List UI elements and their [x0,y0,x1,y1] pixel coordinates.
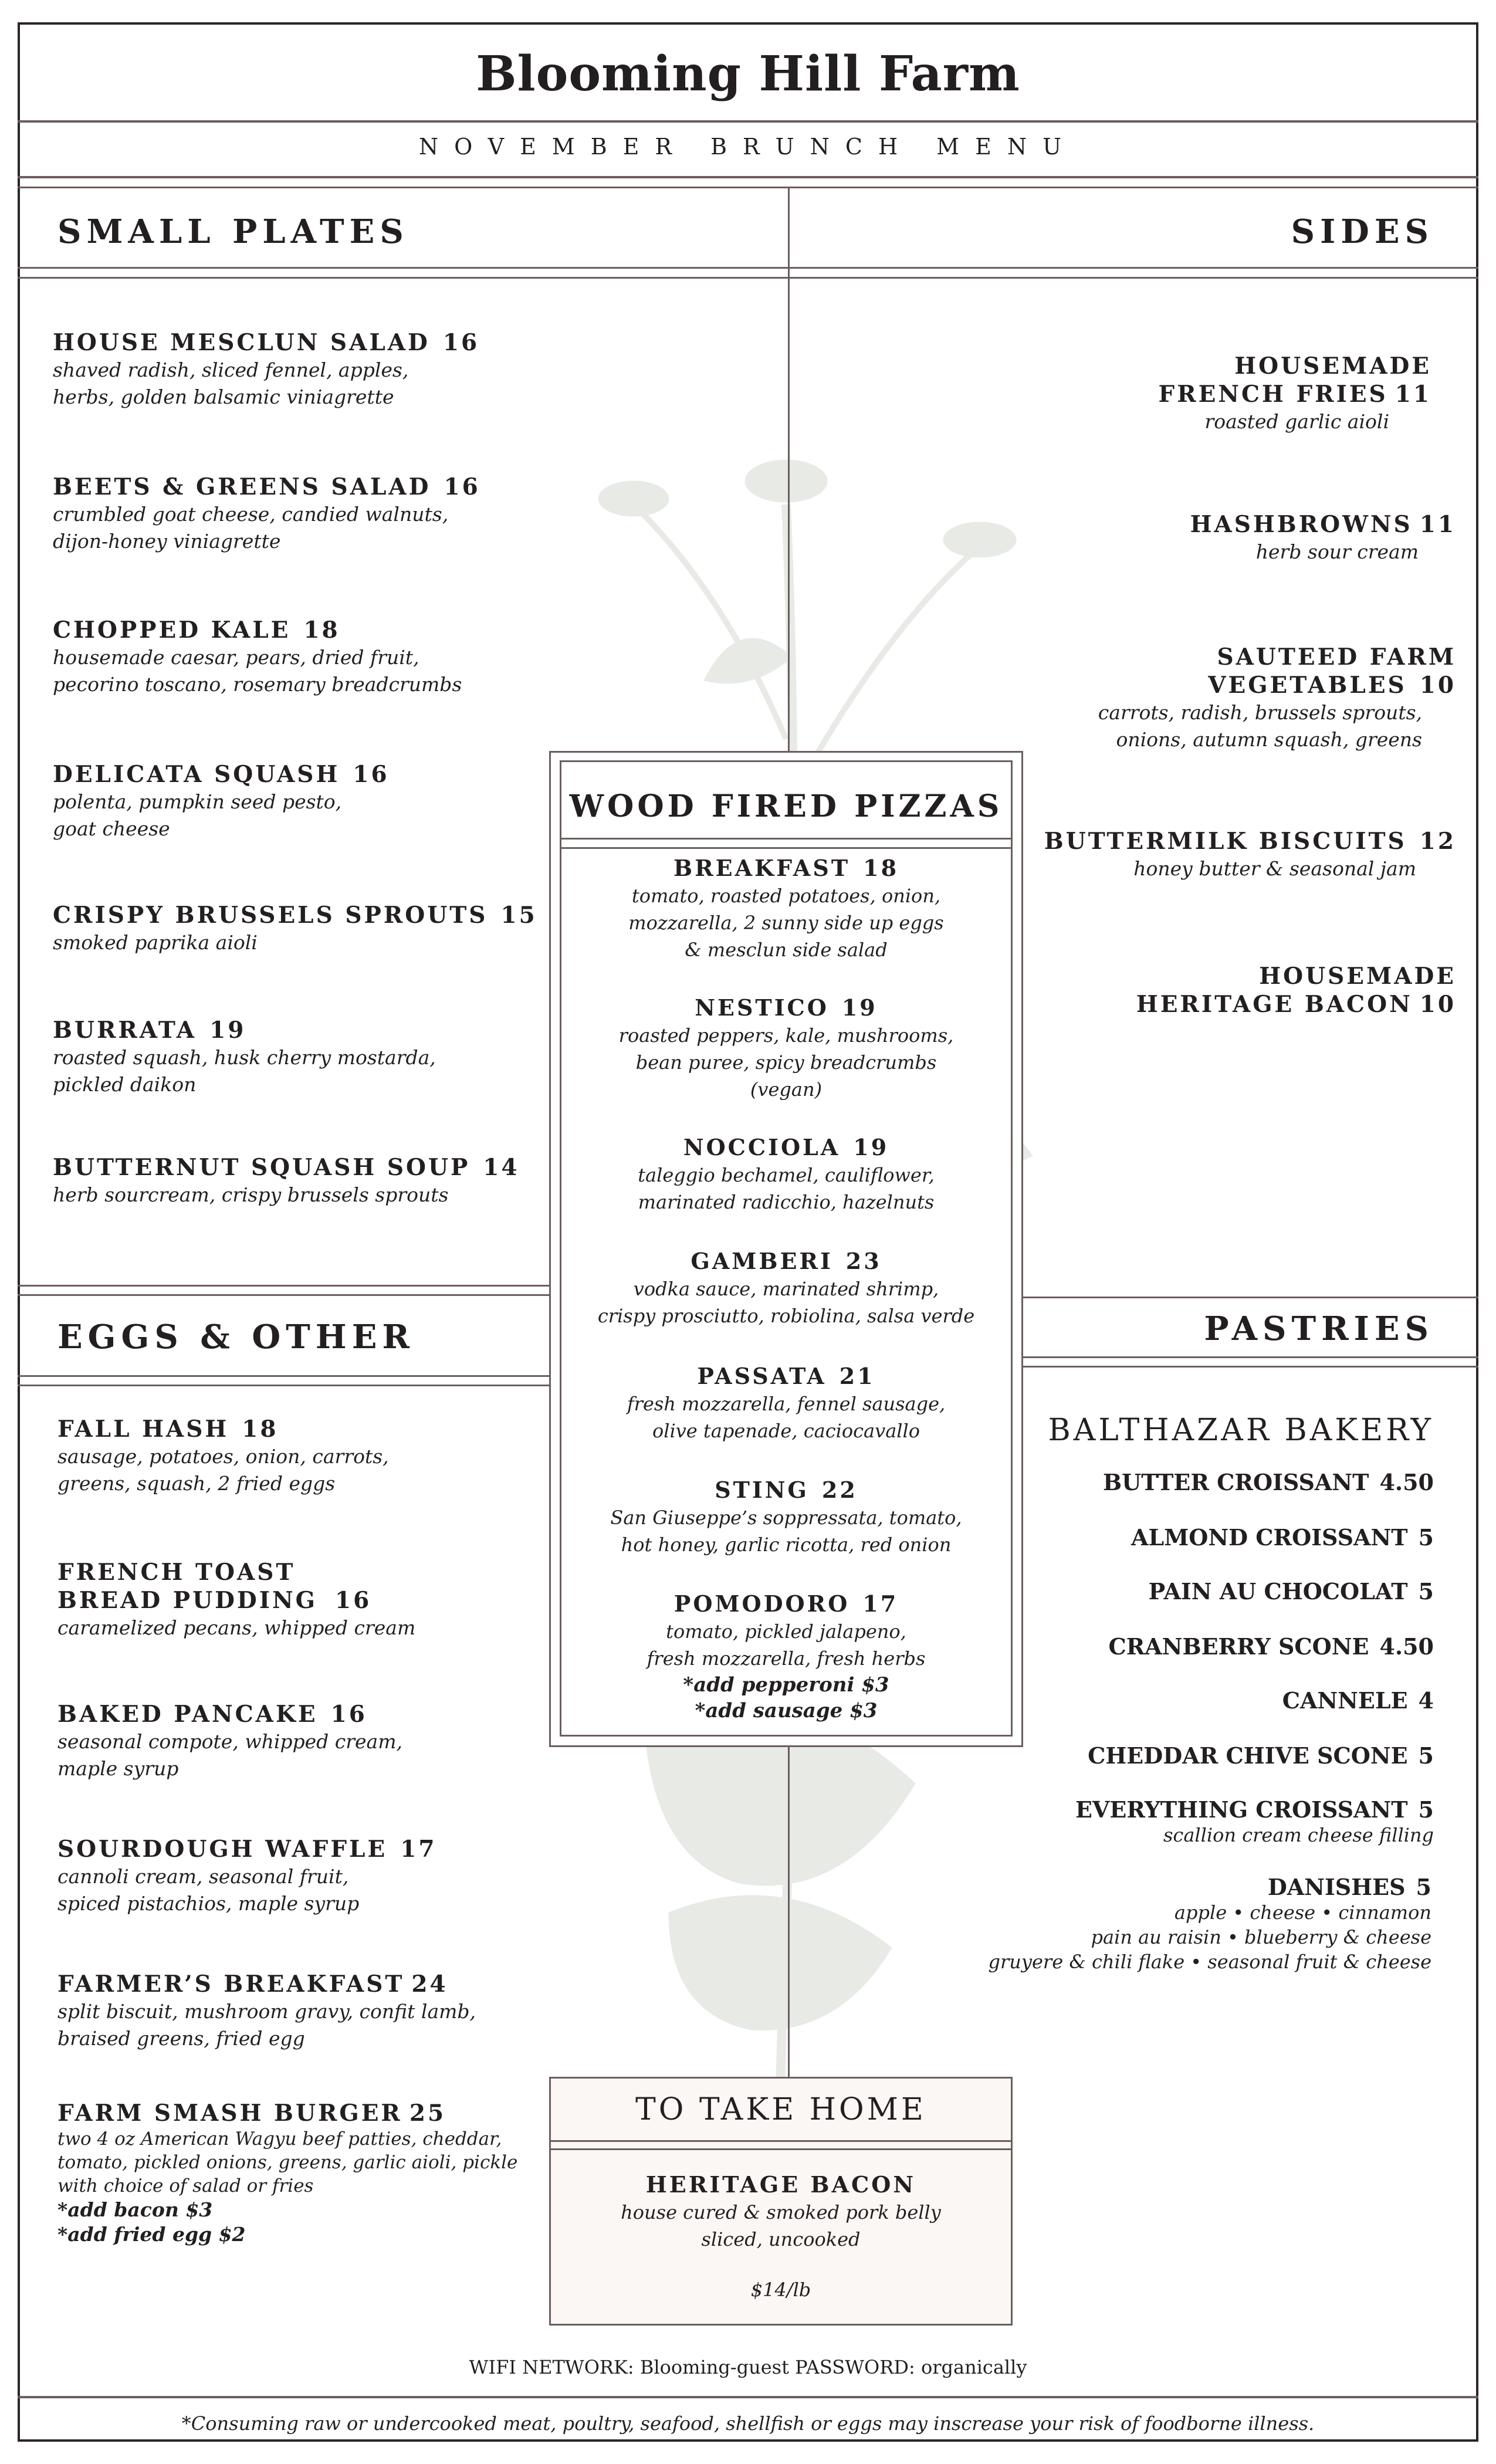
item-price: 24 [411,1971,448,1998]
item-name: BUTTERNUT SQUASH SOUP [53,1154,471,1181]
item-price: 10 [1419,991,1456,1018]
center-divider-top [788,188,790,752]
side-item [928,643,1456,753]
item-price: 18 [863,855,899,881]
item-name: FALL HASH [57,1416,229,1443]
item-description: tomato, pickled jalapeno, fresh mozzarella, fresh herbs [647,1620,926,1670]
small-plate-item [53,760,569,842]
item-name: HOUSEMADE HERITAGE BACON [1136,963,1456,1018]
item-description: carrots, radish, brussels sprouts, onions, autumn squash, greens [1098,701,1422,751]
item-price: 5 [1418,1796,1434,1823]
subtitle-divider-top [18,176,1478,178]
item-name: NOCCIOLA [683,1134,841,1160]
item-description: roasted garlic aioli [1204,410,1389,433]
pastry-item [989,1874,1432,1974]
pizza-item [563,994,1009,1103]
item-description: seasonal compote, whipped cream, maple syrup [57,1730,403,1780]
pastries-rule-top [1023,1297,1478,1298]
item-name: BAKED PANCAKE [57,1701,318,1728]
item-price: 25 [409,2100,446,2127]
eggs-rule-bottom-b [18,1385,549,1386]
item-price: $14/lb [750,2279,811,2301]
small-plates-heading: SMALL PLATES [57,212,409,251]
item-price: 17 [400,1836,437,1863]
small-plate-item [53,901,581,956]
item-name: DELICATA SQUASH [53,761,340,788]
pizza-heading-rule-b [560,847,1013,849]
small-plate-item [53,329,569,411]
item-name: HOUSE MESCLUN SALAD [53,329,430,356]
eggs-rule-bottom-a [18,1375,549,1377]
item-price: 17 [862,1590,899,1617]
item-price: 19 [841,994,878,1021]
item-name: BEETS & GREENS SALAD [53,473,431,500]
eggs-other-item [57,1558,574,1641]
take-home-heading: TO TAKE HOME [635,2092,926,2127]
item-description: apple • cheese • cinnamon pain au raisin • blueberry & cheese gruyere & chili flake • seasonal fruit & cheese [988,1901,1431,1973]
item-price: 15 [500,902,537,929]
pastries-rule-bottom-b [1023,1366,1478,1368]
pizza-item [563,1133,1009,1216]
take-home-item [549,2171,1013,2303]
item-name: FARMER’S BREAKFAST [57,1971,405,1998]
item-name: CRISPY BRUSSELS SPROUTS [53,902,488,929]
item-name: NESTICO [695,994,829,1021]
item-price: 4 [1418,1687,1434,1714]
wifi-info: WIFI NETWORK: Blooming-guest PASSWORD: organically [469,2356,1027,2378]
item-description: fresh mozzarella, fennel sausage, olive tapenade, caciocavallo [627,1393,946,1442]
pastry-item [1149,1578,1434,1605]
eggs-other-item [57,1700,574,1782]
item-name: GAMBERI [691,1248,833,1274]
side-item [962,352,1431,435]
item-addons: *add pepperoni $3 *add sausage $3 [683,1673,889,1722]
item-price: 4.50 [1379,1633,1434,1660]
item-description: roasted peppers, kale, mushrooms, bean puree, spicy breadcrumbs (vegan) [618,1024,954,1101]
item-name: DANISHES [1267,1874,1406,1900]
eggs-rule-top-b [18,1294,549,1296]
item-description: crumbled goat cheese, candied walnuts, dijon-honey viniagrette [53,503,449,553]
small-plate-item [53,1016,569,1098]
item-price: 16 [442,329,480,356]
item-name: CRANBERRY SCONE [1108,1633,1369,1660]
item-name: HASHBROWNS [1190,511,1413,538]
item-name: FARM SMASH BURGER [57,2100,402,2127]
bakery-name: BALTHAZAR BAKERY [1048,1413,1434,1448]
page-title: Blooming Hill Farm [476,46,1020,102]
item-name: POMODORO [673,1590,850,1617]
eggs-other-heading: EGGS & OTHER [57,1318,415,1356]
item-description: herb sour cream [1255,540,1419,563]
item-description: housemade caesar, pears, dried fruit, pecorino toscano, rosemary breadcrumbs [53,646,462,696]
item-price: 23 [845,1248,882,1274]
item-description: herb sourcream, crispy brussels sprouts [53,1183,449,1206]
item-name: EVERYTHING CROISSANT [1075,1796,1408,1823]
item-description: caramelized pecans, whipped cream [57,1616,416,1639]
item-name: PAIN AU CHOCOLAT [1148,1578,1408,1605]
food-safety-disclaimer: *Consuming raw or undercooked meat, poultry, seafood, shellfish or eggs may inscrease your risk of foodborne illness. [181,2412,1315,2435]
eggs-other-item [57,1835,574,1917]
item-description: two 4 oz American Wagyu beef patties, cheddar, tomato, pickled onions, greens, garlic aioli, pickle with choice of salad or fries [57,2128,518,2196]
take-home-rule-b [549,2148,1013,2150]
item-description: vodka sauce, marinated shrimp, crispy prosciutto, robiolina, salsa verde [597,1278,975,1327]
item-name: CANNELE [1282,1687,1408,1714]
item-price: 5 [1416,1874,1431,1900]
pastry-item [1103,1469,1434,1495]
item-price: 16 [330,1701,367,1728]
eggs-other-item [57,1970,574,2052]
subtitle-divider-bottom [18,187,1478,188]
item-name: BUTTERMILK BISCUITS [1044,828,1407,855]
item-name: PASSATA [697,1363,827,1389]
item-description: roasted squash, husk cherry mostarda, pickled daikon [53,1046,436,1096]
item-name: HOUSEMADE FRENCH FRIES [1158,353,1431,408]
small-plate-item [53,1153,569,1209]
item-description: sausage, potatoes, onion, carrots, greens, squash, 2 fried eggs [57,1445,389,1495]
pizza-heading-rule-a [560,838,1013,840]
item-price: 14 [483,1154,520,1181]
pizza-item [563,1476,1009,1558]
item-name: BUTTER CROISSANT [1102,1469,1369,1495]
item-price: 19 [209,1017,246,1044]
pastry-item [1282,1687,1434,1714]
item-price: 22 [821,1477,858,1503]
eggs-rule-top-a [18,1285,549,1287]
item-price: 4.50 [1379,1469,1434,1495]
item-price: 19 [853,1134,889,1160]
item-name: SAUTEED FARM VEGETABLES [1208,644,1456,699]
item-name: BREAKFAST [673,855,851,881]
item-price: 12 [1419,828,1456,855]
small-plate-item [53,616,569,698]
item-name: STING [715,1477,809,1503]
item-price: 16 [444,473,480,500]
pastries-heading: PASTRIES [1204,1309,1434,1348]
item-price: 5 [1418,1578,1434,1605]
eggs-other-item [57,2099,574,2247]
item-price: 11 [1419,511,1456,538]
top-section-rule-b [18,277,1478,279]
item-description: cannoli cream, seasonal fruit, spiced pistachios, maple syrup [57,1865,360,1915]
item-price: 5 [1418,1742,1434,1769]
item-description: split biscuit, mushroom gravy, confit lamb, braised greens, fried egg [57,2000,476,2050]
item-price: 10 [1419,672,1456,699]
center-divider-bottom [788,1747,790,2077]
item-description: house cured & smoked pork belly sliced, uncooked [621,2201,941,2250]
item-description: honey butter & seasonal jam [1133,857,1416,880]
pastry-item [1075,1796,1434,1847]
item-name: ALMOND CROISSANT [1131,1524,1408,1551]
top-section-rule-a [18,267,1478,269]
pizza-item [563,1362,1009,1444]
take-home-rule-a [549,2140,1013,2142]
item-addons: *add bacon $3 *add fried egg $2 [57,2198,246,2246]
item-description: shaved radish, sliced fennel, apples, herbs, golden balsamic viniagrette [53,358,409,408]
eggs-other-item [57,1415,574,1497]
pastries-rule-bottom-a [1023,1356,1478,1358]
pizzas-heading: WOOD FIRED PIZZAS [569,788,1003,824]
item-description: smoked paprika aioli [53,931,258,954]
item-name: FRENCH TOAST BREAD PUDDING [57,1559,317,1614]
item-price: 5 [1418,1524,1434,1551]
item-description: polenta, pumpkin seed pesto, goat cheese [53,790,342,840]
pizza-item [563,854,1009,963]
sides-heading: SIDES [1291,212,1434,251]
item-name: CHOPPED KALE [53,617,291,644]
item-name: CHEDDAR CHIVE SCONE [1088,1742,1408,1769]
item-name: SOURDOUGH WAFFLE [57,1836,388,1863]
item-description: taleggio bechamel, cauliflower, marinated radicchio, hazelnuts [638,1164,935,1213]
menu-subtitle: NOVEMBER BRUNCH MENU [418,134,1078,160]
pizza-item [563,1247,1009,1329]
item-price: 16 [334,1587,372,1614]
item-price: 18 [242,1416,279,1443]
item-price: 16 [353,761,390,788]
small-plate-item [53,473,569,555]
item-description: scallion cream cheese filling [1163,1824,1434,1846]
pizza-item [563,1590,1009,1724]
item-description: San Giuseppe’s soppressata, tomato, hot honey, garlic ricotta, red onion [610,1507,962,1556]
pastry-item [1108,1633,1434,1660]
item-description: tomato, roasted potatoes, onion, mozzarella, 2 sunny side up eggs & mesclun side salad [628,885,944,961]
header-divider [18,120,1478,123]
footer-divider [18,2396,1478,2398]
pastry-item [1088,1742,1434,1769]
item-price: 21 [839,1363,875,1389]
item-price: 11 [1395,381,1431,408]
item-price: 18 [303,617,340,644]
pastry-item [1131,1524,1434,1551]
item-name: BURRATA [53,1017,197,1044]
item-name: HERITAGE BACON [645,2171,916,2198]
side-item [987,510,1456,566]
